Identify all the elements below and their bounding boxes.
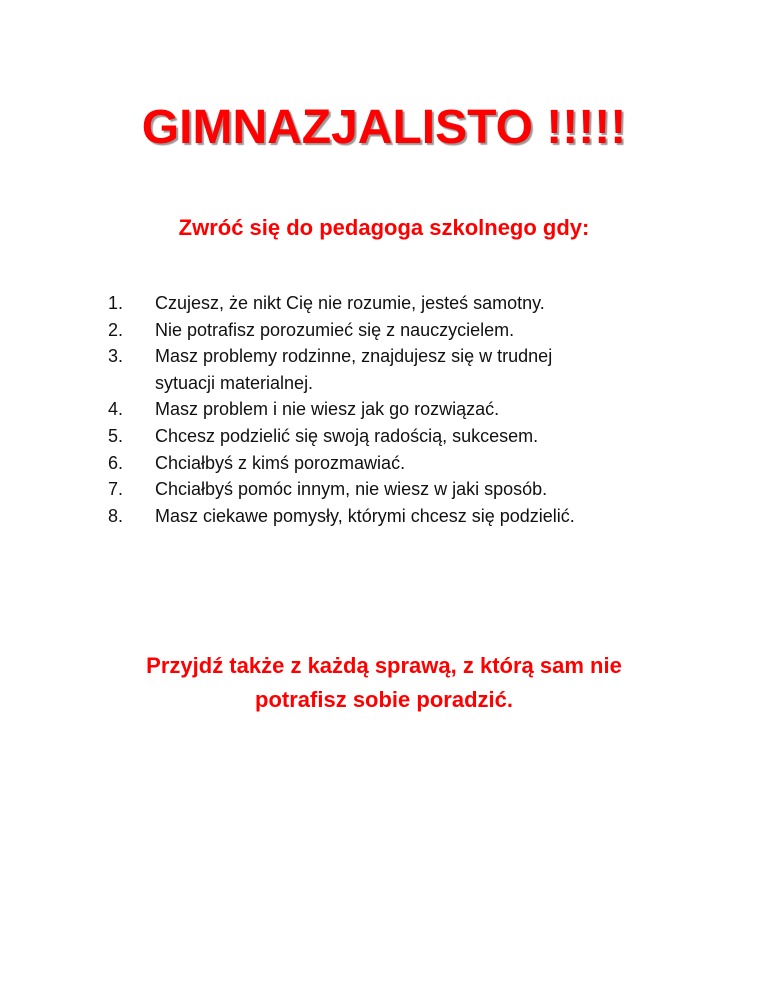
list-item-text: Czujesz, że nikt Cię nie rozumie, jesteś samotny. <box>155 293 545 313</box>
list-item-number: 4. <box>108 399 124 420</box>
list-item-number: 8. <box>108 505 124 526</box>
page-title: GIMNAZJALISTO !!!!! <box>141 101 627 154</box>
list-item <box>108 423 668 450</box>
list-item <box>108 317 668 344</box>
list-item-text: Masz ciekawe pomysły, którymi chcesz się podzielić. <box>155 505 575 526</box>
list-item-text: Masz problem i nie wiesz jak go rozwiązać. <box>155 399 500 420</box>
list-item <box>108 476 668 503</box>
list-item-number: 5. <box>108 425 124 446</box>
list-item <box>108 503 668 530</box>
list-item-text: Nie potrafisz porozumieć się z nauczycielem. <box>155 319 515 340</box>
list-item-text: Masz problemy rodzinne, znajdujesz się w trudnej <box>155 346 553 367</box>
list-item-text: sytuacji materialnej. <box>155 372 314 393</box>
list-item-text: Chciałbyś z kimś porozmawiać. <box>155 452 406 473</box>
list-item <box>108 450 668 477</box>
list-item <box>108 343 668 396</box>
list-item-number: 7. <box>108 479 124 500</box>
numbered-list <box>108 290 668 529</box>
list-item-number: 3. <box>108 346 124 367</box>
list-item <box>108 396 668 423</box>
closing-line-1: Przyjdź także z każdą sprawą, z którą sam nie <box>146 653 622 678</box>
list-item-number: 2. <box>108 319 124 340</box>
closing-note <box>0 649 768 717</box>
list-item-text: Chciałbyś pomóc innym, nie wiesz w jaki sposób. <box>155 479 548 500</box>
subtitle: Zwróć się do pedagoga szkolnego gdy: <box>178 215 590 240</box>
list-item <box>108 290 668 317</box>
list-item-number: 1. <box>108 293 124 313</box>
closing-line-2: potrafisz sobie poradzić. <box>255 687 513 712</box>
list-item-text: Chcesz podzielić się swoją radością, sukcesem. <box>155 425 539 446</box>
list-item-number: 6. <box>108 452 124 473</box>
